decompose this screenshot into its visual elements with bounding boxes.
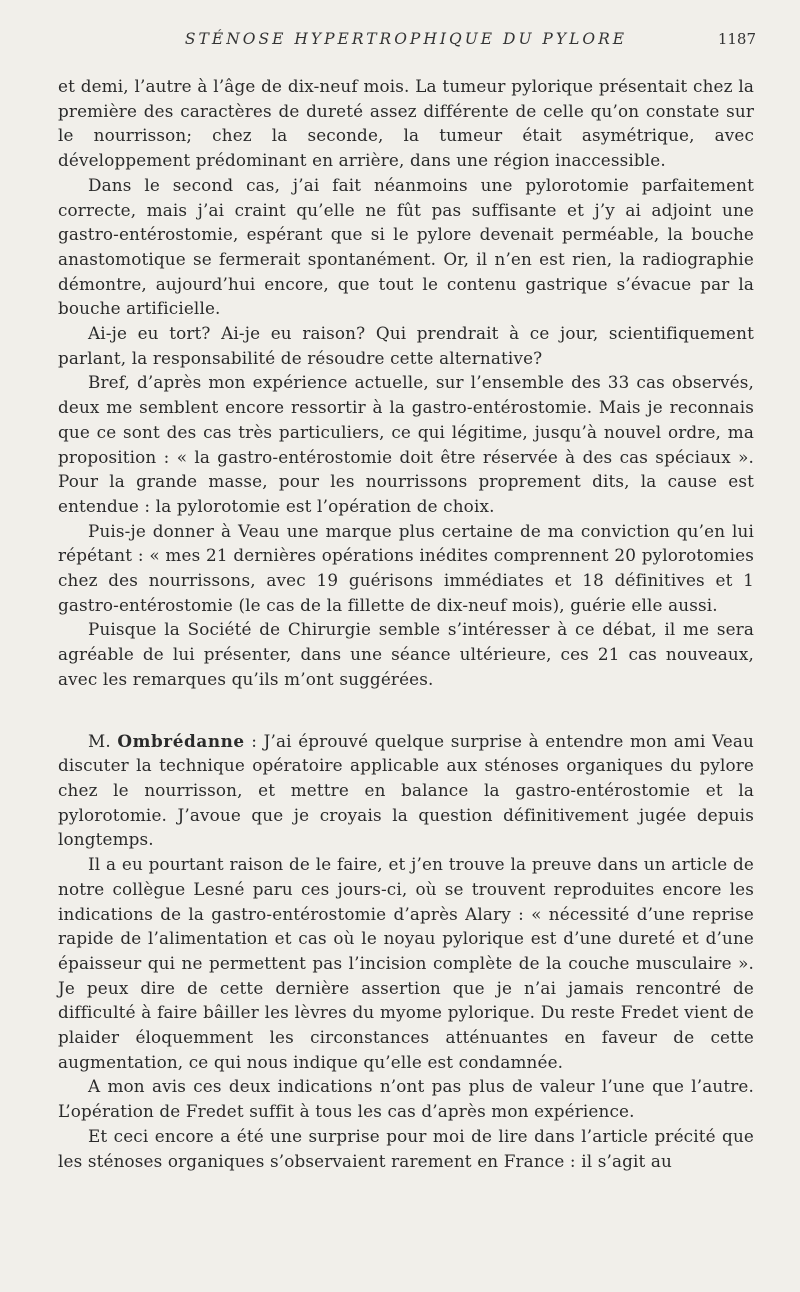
speaker-paragraph	[58, 729, 754, 853]
paragraph: Puis-je donner à Veau une marque plus certaine de ma conviction qu’en lui répétant : « mes 21 dernières opérations inédites comprennent 20 pylorotomies chez des nourrissons, avec 19 guérisons immédiates et 18 définitives et 1 gastro-entérostomie (le cas de la fillette de dix-neuf mois), guérie elle aussi.	[58, 520, 754, 615]
body-text	[58, 74, 754, 1173]
running-head	[56, 30, 756, 54]
paragraph-continued: Et ceci encore a été une surprise pour moi de lire dans l’article précité que les sténoses organiques s’observaient rarement en France : il s’agit au	[58, 1125, 754, 1171]
running-title: STÉNOSE HYPERTROPHIQUE DU PYLORE	[184, 30, 628, 48]
paragraph: Il a eu pourtant raison de le faire, et j’en trouve la preuve dans un article de notre collègue Lesné paru ces jours-ci, où se trouvent reproduites encore les indications de la gastro-entérostomie d’après Alary : « nécessité d’une reprise rapide de l’alimentation et cas où le noyau pylorique est d’une dureté et d’une épaisseur qui ne permettent pas l’incision complète de la couche musculaire ». Je peux dire de cette dernière assertion que je n’ai jamais rencontré de difficulté à faire bâiller les lèvres du myome pylorique. Du reste Fredet vient de plaider éloquemment les circonstances atténuantes en faveur de cette augmentation, ce qui nous indique qu’elle est condamnée.	[58, 854, 754, 1072]
speaker-opening: : J’ai éprouvé quelque surprise à entendre mon ami Veau discuter la technique opératoire applicable aux sténoses organiques du pylore chez le nourrisson, et mettre en balance la gastro-entérostomie et la pylorotomie. J’avoue que je croyais la question définitivement jugée depuis longtemps.	[58, 730, 755, 850]
paragraph: Ai-je eu tort? Ai-je eu raison? Qui prendrait à ce jour, scientifiquement parlant, la responsabilité de résoudre cette alternative?	[58, 323, 754, 368]
paragraph-continuation: et demi, l’autre à l’âge de dix-neuf mois. La tumeur pylorique présentait chez la première des caractères de dureté assez différente de celle qu’on constate sur le nourrisson; chez la seconde, la tumeur était asymétrique, avec développement prédominant en arrière, dans une région inaccessible.	[58, 76, 754, 171]
paragraph: Puisque la Société de Chirurgie semble s’intéresser à ce débat, il me sera agréable de lui présenter, dans une séance ultérieure, ces 21 cas nouveaux, avec les remarques qu’ils m’ont suggérées.	[58, 619, 754, 689]
paragraph: Dans le second cas, j’ai fait néanmoins une pylorotomie parfaitement correcte, mais j’ai craint qu’elle ne fût pas suffisante et j’y ai adjoint une gastro-entérostomie, espérant que si le pylore devenait perméable, la bouche anastomotique se fermerait spontanément. Or, il n’en est rien, la radiographie démontre, aujourd’hui encore, que tout le contenu gastrique s’évacue par la bouche artificielle.	[58, 174, 754, 319]
speaker-name: Ombrédanne	[117, 730, 245, 751]
paragraph: Bref, d’après mon expérience actuelle, sur l’ensemble des 33 cas observés, deux me semblent encore ressortir à la gastro-entérostomie. Mais je reconnais que ce sont des cas très particuliers, ce qui légitime, jusqu’à nouvel ordre, ma proposition : « la gastro-entérostomie doit être réservée à des cas spéciaux ». Pour la grande masse, pour les nourrissons proprement dits, la cause est entendue : la pylorotomie est l’opération de choix.	[58, 372, 754, 516]
paragraph: A mon avis ces deux indications n’ont pas plus de valeur l’une que l’autre. L’opération de Fredet suffit à tous les cas d’après mon expérience.	[58, 1076, 754, 1122]
page-number: 1187	[717, 30, 756, 48]
speaker-prefix: M.	[88, 730, 111, 751]
section-gap	[58, 692, 754, 729]
